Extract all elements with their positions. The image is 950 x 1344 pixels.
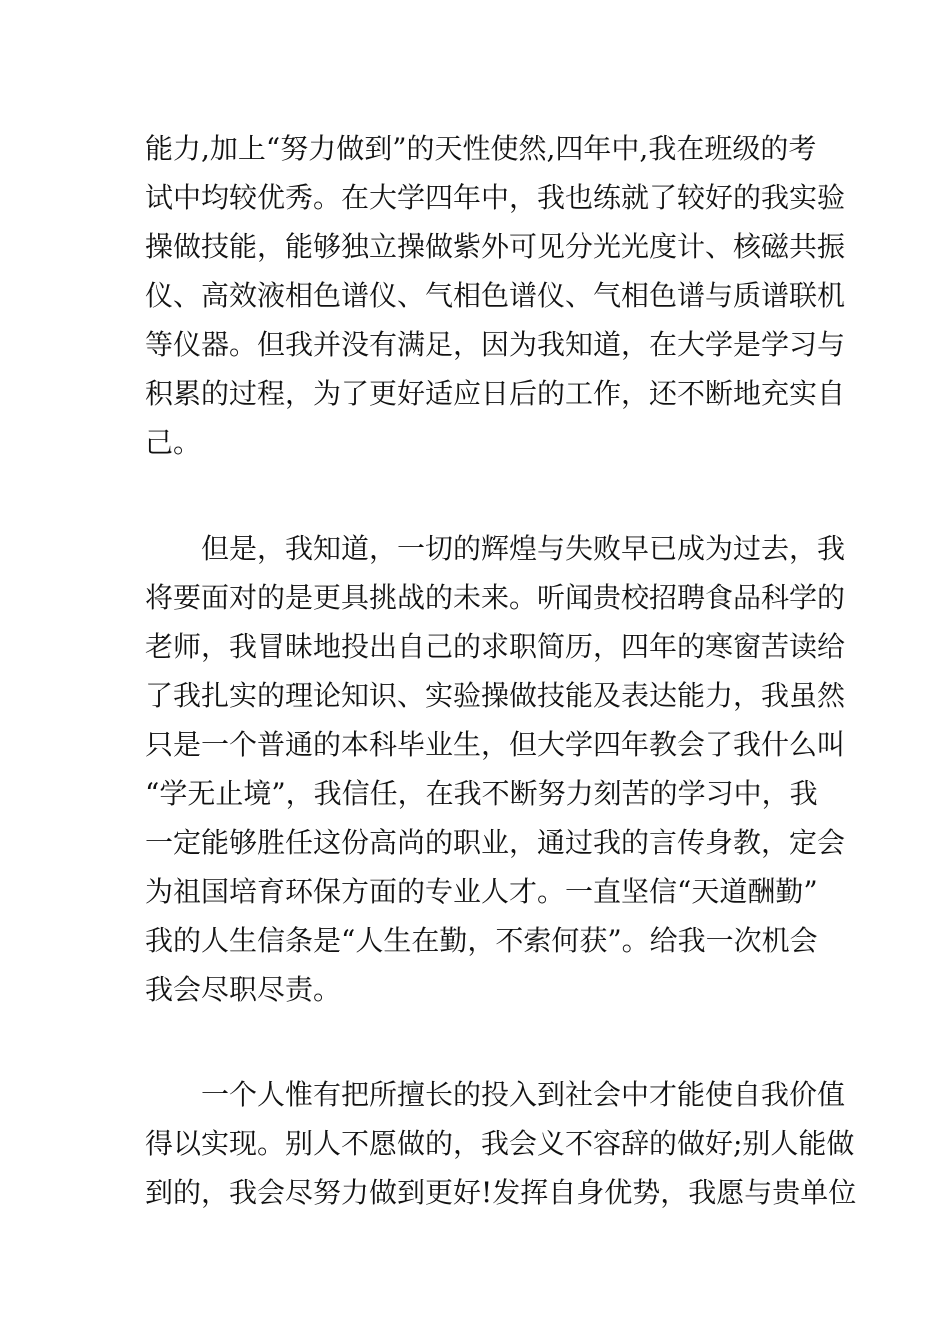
text-line: 一个人惟有把所擅长的投入到社会中才能使自我价值	[201, 1078, 846, 1111]
text-line: 将要面对的是更具挑战的未来。听闻贵校招聘食品科学的	[145, 581, 846, 614]
text-line: 一定能够胜任这份高尚的职业，通过我的言传身教，定会	[145, 826, 846, 859]
text-line: 只是一个普通的本科毕业生，但大学四年教会了我什么叫	[145, 728, 846, 761]
text-line: “学无止境”，我信任，在我不断努力刻苦的学习中，我	[145, 777, 818, 810]
text-line: 操做技能，能够独立操做紫外可见分光光度计、核磁共振	[145, 230, 846, 263]
text-line: 到的，我会尽努力做到更好!发挥自身优势，我愿与贵单位	[145, 1176, 857, 1209]
text-line: 我的人生信条是“人生在勤，不索何获”。给我一次机会	[145, 924, 818, 957]
text-line: 了我扎实的理论知识、实验操做技能及表达能力，我虽然	[145, 679, 846, 712]
paragraph-3	[145, 1070, 857, 1217]
text-line: 老师，我冒昧地投出自己的求职简历，四年的寒窗苦读给	[145, 630, 846, 663]
text-line: 积累的过程，为了更好适应日后的工作，还不断地充实自	[145, 377, 846, 410]
text-line: 能力,加上“努力做到”的天性使然,四年中,我在班级的考	[145, 132, 817, 165]
text-line: 试中均较优秀。在大学四年中，我也练就了较好的我实验	[145, 181, 846, 214]
text-line: 仪、高效液相色谱仪、气相色谱仪、气相色谱与质谱联机	[145, 279, 846, 312]
text-line: 为祖国培育环保方面的专业人才。一直坚信“天道酬勤”	[145, 875, 818, 908]
paragraph-1	[145, 124, 846, 467]
paragraph-2	[145, 524, 846, 1014]
text-line: 等仪器。但我并没有满足，因为我知道，在大学是学习与	[145, 328, 846, 361]
text-line: 己。	[145, 426, 202, 459]
text-line: 得以实现。别人不愿做的，我会义不容辞的做好;别人能做	[145, 1127, 855, 1160]
text-line: 但是，我知道，一切的辉煌与失败早已成为过去，我	[201, 532, 846, 565]
text-line: 我会尽职尽责。	[145, 973, 342, 1006]
